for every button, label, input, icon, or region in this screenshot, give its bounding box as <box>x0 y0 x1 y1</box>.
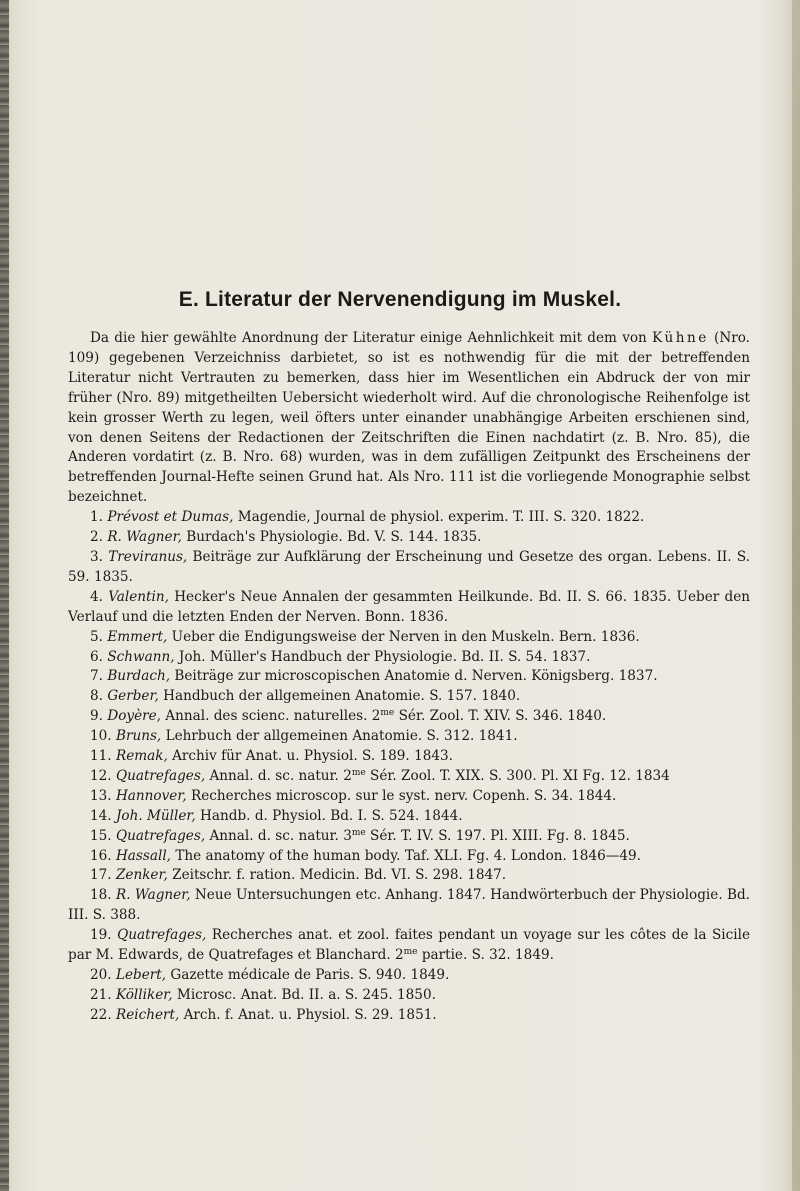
literature-entry <box>68 807 750 827</box>
entry-number: 20. <box>90 967 112 983</box>
entry-citation: Handb. d. Physiol. Bd. I. S. 524. 1844. <box>195 807 463 824</box>
body-text <box>68 329 750 1026</box>
entry-citation: Magendie, Journal de physiol. experim. T. III. S. 320. 1822. <box>233 509 645 526</box>
entry-number: 2. <box>90 529 103 546</box>
literature-entry <box>68 1006 750 1026</box>
entry-author: Prévost et Dumas, <box>107 509 234 526</box>
entry-citation-rest: Sér. Zool. T. XIX. S. 300. Pl. XI Fg. 12. 1834 <box>365 767 670 784</box>
entry-superscript: me <box>403 947 418 958</box>
literature-entry <box>68 707 750 727</box>
entry-citation: Annal. d. sc. natur. 2 <box>205 767 352 784</box>
entry-number: 16. <box>90 847 112 864</box>
entry-author: Quatrefages, <box>115 767 206 784</box>
entry-citation: Beiträge zur Aufklärung der Erscheinung und Gesetze des organ. Lebens. II. S. 59. 1835. <box>68 548 750 585</box>
literature-entry <box>68 847 750 867</box>
entry-citation-rest: partie. S. 32. 1849. <box>417 947 554 964</box>
entry-author: Doyère, <box>107 708 161 725</box>
literature-entry <box>68 588 750 628</box>
literature-entry <box>68 628 750 648</box>
entry-superscript: me <box>351 767 366 778</box>
entry-citation: Recherches microscop. sur le syst. nerv. Copenh. S. 34. 1844. <box>186 787 617 804</box>
entry-author: Zenker, <box>115 867 168 884</box>
section-heading: E. Literatur der Nervenendigung im Muskel. <box>178 288 622 311</box>
entry-author: Hassall, <box>115 847 171 864</box>
literature-entry <box>68 667 750 687</box>
entry-author: Quatrefages, <box>117 927 207 944</box>
entry-author: R. Wagner, <box>107 529 182 546</box>
entry-citation: Zeitschr. f. ration. Medicin. Bd. VI. S. 298. 1847. <box>167 867 507 884</box>
literature-list <box>68 508 750 1026</box>
literature-entry <box>68 508 750 528</box>
entry-number: 10. <box>90 728 112 745</box>
literature-entry <box>68 886 750 926</box>
entry-number: 11. <box>90 748 112 765</box>
entry-author: Remak, <box>115 748 168 765</box>
entry-author: Emmert, <box>107 628 168 645</box>
entry-author: Schwann, <box>107 648 175 665</box>
literature-entry <box>68 767 750 787</box>
entry-citation: Handbuch der allgemeinen Anatomie. S. 157. 1840. <box>158 688 521 705</box>
literature-entry <box>68 866 750 886</box>
intro-paragraph <box>68 329 750 508</box>
entry-author: Burdach, <box>107 668 171 685</box>
entry-author: Valentin, <box>108 588 169 605</box>
entry-author: Lebert, <box>115 967 167 983</box>
entry-citation: The anatomy of the human body. Taf. XLI. Fg. 4. London. 1846—49. <box>171 847 641 864</box>
entry-citation: Burdach's Physiologie. Bd. V. S. 144. 1835. <box>181 529 482 546</box>
literature-entry <box>68 548 750 588</box>
literature-entry <box>68 966 750 986</box>
entry-number: 4. <box>90 588 103 605</box>
literature-entry <box>68 787 750 807</box>
literature-entry <box>68 727 750 747</box>
entry-number: 19. <box>90 927 112 944</box>
entry-author: Joh. Müller, <box>115 807 196 824</box>
entry-citation-rest: Sér. Zool. T. XIV. S. 346. 1840. <box>394 708 607 725</box>
entry-citation: Neue Untersuchungen etc. Anhang. 1847. Handwörterbuch der Physiologie. Bd. III. S. 388. <box>68 887 750 924</box>
entry-number: 15. <box>90 827 112 844</box>
entry-number: 1. <box>90 509 103 526</box>
literature-entry <box>68 648 750 668</box>
entry-citation: Joh. Müller's Handbuch der Physiologie. Bd. II. S. 54. 1837. <box>174 648 591 665</box>
entry-author: Quatrefages, <box>115 827 206 844</box>
entry-number: 7. <box>90 668 103 685</box>
entry-citation: Gazette médicale de Paris. S. 940. 1849. <box>166 967 450 983</box>
entry-citation: Beiträge zur microscopischen Anatomie d. Nerven. Königsberg. 1837. <box>170 668 658 685</box>
literature-entry <box>68 747 750 767</box>
entry-number: 13. <box>90 787 112 804</box>
entry-citation: Ueber die Endigungsweise der Nerven in den Muskeln. Bern. 1836. <box>167 628 640 645</box>
entry-author: Kölliker, <box>115 986 173 1003</box>
entry-citation: Arch. f. Anat. u. Physiol. S. 29. 1851. <box>179 1006 437 1023</box>
intro-text-rest: (Nro. 109) gegebenen Verzeichniss darbietet, so ist es nothwendig für die mit der betreffenden Literatur nicht Vertrauten zu bemerken, dass hier im Wesentlichen ein Abdruck der von mir früher (Nro. 89) mitgetheilten Uebersicht wiederholt wird. Auf die chronologische Reihenfolge ist kein grosser Werth zu legen, weil öfters unter einander unabhängige Arbeiten erschienen sind, von denen Seitens der Redactionen der Zeitschriften die Einen nachdatirt (z. B. Nro. 85), die Anderen vordatirt (z. B. Nro. 68) wurden, was in dem zufälligen Zeitpunkt des Erscheinens der betreffenden Journal-Hefte seinen Grund hat. Als Nro. 111 ist die vorliegende Monographie selbst bezeichnet. <box>68 330 750 506</box>
entry-author: R. Wagner, <box>115 887 191 904</box>
entry-number: 22. <box>90 1006 112 1023</box>
entry-author: Hannover, <box>115 787 187 804</box>
entry-number: 21. <box>90 986 112 1003</box>
entry-superscript: me <box>351 827 366 838</box>
entry-citation: Microsc. Anat. Bd. II. a. S. 245. 1850. <box>172 986 436 1003</box>
entry-number: 18. <box>90 887 112 904</box>
entry-author: Bruns, <box>115 728 162 745</box>
book-spine-edge <box>0 0 9 1191</box>
entry-number: 5. <box>90 628 103 645</box>
intro-author-name: Kühne <box>652 330 709 346</box>
entry-author: Reichert, <box>115 1006 180 1023</box>
entry-citation: Annal. des scienc. naturelles. 2 <box>160 708 381 725</box>
literature-entry <box>68 986 750 1006</box>
entry-citation: Recherches anat. et zool. faites pendant un voyage sur les côtes de la Sicile par M. Edwards, de Quatrefages et Blanchard. 2 <box>68 927 750 964</box>
literature-entry <box>68 926 750 966</box>
entry-citation: Lehrbuch der allgemeinen Anatomie. S. 312. 1841. <box>161 728 518 745</box>
entry-superscript: me <box>380 708 395 719</box>
entry-number: 17. <box>90 867 112 884</box>
entry-citation: Hecker's Neue Annalen der gesammten Heilkunde. Bd. II. S. 66. 1835. Ueber den Verlauf und die letzten Enden der Nerven. Bonn. 1836. <box>68 588 750 625</box>
entry-number: 14. <box>90 807 112 824</box>
entry-number: 12. <box>90 767 112 784</box>
entry-author: Treviranus, <box>108 548 188 565</box>
entry-number: 6. <box>90 648 103 665</box>
entry-number: 3. <box>90 548 103 565</box>
entry-citation: Archiv für Anat. u. Physiol. S. 189. 1843. <box>167 748 453 765</box>
entry-number: 8. <box>90 688 103 705</box>
entry-citation: Annal. d. sc. natur. 3 <box>205 827 352 844</box>
intro-text-start: Da die hier gewählte Anordnung der Literatur einige Aehnlichkeit mit dem von <box>90 330 647 346</box>
entry-author: Gerber, <box>107 688 159 705</box>
literature-entry <box>68 687 750 707</box>
literature-entry <box>68 528 750 548</box>
page-edge-right <box>792 0 800 1191</box>
literature-entry <box>68 827 750 847</box>
entry-citation-rest: Sér. T. IV. S. 197. Pl. XIII. Fg. 8. 1845. <box>365 827 630 844</box>
entry-number: 9. <box>90 708 103 725</box>
